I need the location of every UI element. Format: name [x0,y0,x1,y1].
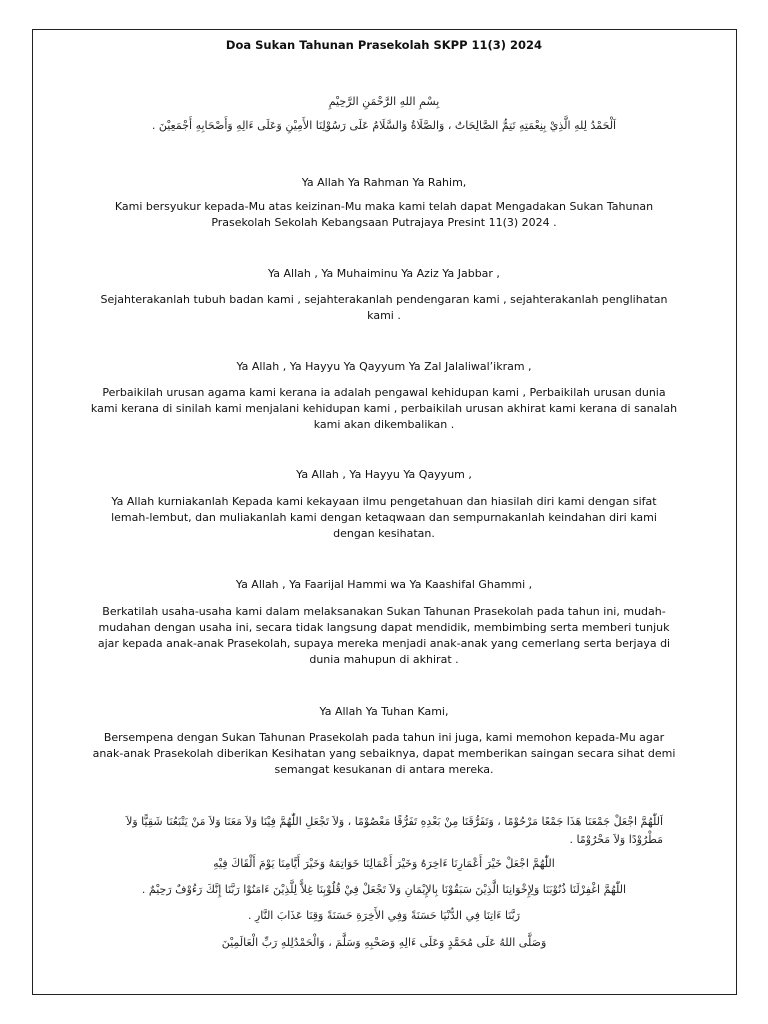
paragraph-line: Ya Allah kurniakanlah Kepada kami kekayaan ilmu pengetahuan dan hiasilah diri kami dengan sifat [111,495,657,508]
paragraph-line: anak-anak Prasekolah diberikan Kesihatan yang sebaiknya, dapat memberikan saingan secara sihat demi [92,747,676,760]
paragraph-line: Sejahterakanlah tubuh badan kami , sejahterakanlah pendengaran kami , sejahterakanlah penglihatan [100,293,668,306]
section-heading: Ya Allah , Ya Hayyu Ya Qayyum Ya Zal Jalaliwal’ikram , [236,360,532,373]
paragraph-line: kami akan dikembalikan . [313,418,455,431]
paragraph-line: lemah-lembut, dan muliakanlah kami dengan ketaqwaan dan sempurnakanlah keindahan diri kami [111,511,657,524]
section-paragraph [70,292,698,324]
paragraph-line: dengan kesihatan. [333,527,435,540]
paragraph-line: Berkatilah usaha-usaha kami dalam melaksanakan Sukan Tahunan Prasekolah pada tahun ini, mudah- [102,605,666,618]
section-heading: Ya Allah , Ya Faarijal Hammi wa Ya Kaashifal Ghammi , [235,578,533,591]
paragraph-line: dunia mahupun di akhirat . [309,653,459,666]
paragraph-line: Kami bersyukur kepada-Mu atas keizinan-Mu maka kami telah dapat Mengadakan Sukan Tahunan [114,200,654,213]
section-heading: Ya Allah , Ya Muhaiminu Ya Aziz Ya Jabbar , [268,267,500,280]
section-heading: Ya Allah , Ya Hayyu Ya Qayyum , [296,468,472,481]
closing-duaa-line: رَبَّنَا ءَاتِنَا فِي الدُّنْيَا حَسَنَةً وَفِي الأَخِرَةِ حَسَنَةً وَقِنَا عَذَابَ النَّارِ . [247,909,521,922]
section-paragraph [70,604,698,668]
section-heading: Ya Allah Ya Tuhan Kami, [319,705,449,718]
paragraph-line: ajar kepada anak-anak Prasekolah, supaya mereka menjadi anak-anak yang cemerlang serta berjaya di [97,637,671,650]
section-heading: Ya Allah Ya Rahman Ya Rahim, [301,176,467,189]
closing-duaa-line: مَطْرُوْدًا وَلاَ مَحْرُوْمًا . [569,833,663,846]
closing-duaa-line: اللّٰهُمَّ اجْعَلْ خَيْرَ أَعْمَارِنَا ءَاخِرَهُ وَخَيْرَ أَعْمَالِنَا خَوَاتِمَهُ وَخَيْرَ أَيَّامِنَا يَوْمَ أَلْقَاكَ فِيْهِ [213,857,555,870]
section-paragraph [70,494,698,542]
closing-duaa-line: اَللّٰهُمَّ اجْعَلْ جَمْعَنَا هَذَا جَمْعًا مَرْحُوْمًا ، وَتَفَرُّقَنَا مِنْ بَعْدِهِ تَفَرُّقًا مَعْصُوْمًا ، وَلاَ تَجْعَلِ اللّٰهُمَّ فِيْنَا وَلاَ مَعَنَا وَلاَ مَنْ يَتْبَعُنَا شَقِيًّا وَلاَ [126,815,663,828]
paragraph-line: Perbaikilah urusan agama kami kerana ia adalah pengawal kehidupan kami , Perbaikilah urusan dunia [102,386,666,399]
bismillah-text: بِسْمِ اللهِ الرَّحْمَنِ الرَّحِيْمِ [328,95,440,108]
closing-duaa-line: وَصَلَّى اللهُ عَلَى مُحَمَّدٍ وَعَلَى ءَالِهِ وَصَحْبِهِ وَسَلَّمَ ، وَالْحَمْدُلِلهِ رَبِّ الْعَالَمِيْنَ [221,936,547,949]
section-paragraph [70,730,698,778]
closing-duaa-line: اللّٰهُمَّ اغْفِرْلَنَا ذُنُوْبَنَا وَلِإِخْوَانِنَا الَّذِيْنَ سَبَقُوْنَا بِالإِيْمَانِ وَلاَ تَجْعَلْ فِيْ قُلُوْبِنَا غِلاًّ لِلَّذِيْنَ ءَامَنُوْا رَبَّنَا إِنَّكَ رَءُوْفٌ رَحِيْمٌ . [141,883,627,896]
paragraph-line: Bersempena dengan Sukan Tahunan Prasekolah pada tahun ini juga, kami memohon kepada-Mu agar [103,731,665,744]
section-paragraph [70,199,698,231]
hamdalah-text: اَلْحَمْدُ لِلهِ الَّذِيْ بِنِعْمَتِهِ تَتِمُّ الصَّالِحَاتُ ، وَالصَّلَاةُ وَالسَّلَامُ عَلَى رَسُوْلِنَا الأَمِيْنِ وَعَلَى ءَالِهِ وَأَصْحَابِهِ أَجْمَعِيْنَ . [151,119,617,132]
section-paragraph [70,385,698,433]
paragraph-line: kami kerana di sinilah kami menjalani kehidupan kami , perbaikilah urusan akhirat kami kerana di sanalah [90,402,678,415]
paragraph-line: mudahan dengan usaha ini, secara tidak langsung dapat mendidik, membimbing serta memberi tunjuk [98,621,670,634]
paragraph-line: semangat kesukanan di antara mereka. [274,763,494,776]
paragraph-line: Prasekolah Sekolah Kebangsaan Putrajaya Presint 11(3) 2024 . [211,216,557,229]
document-title: Doa Sukan Tahunan Prasekolah SKPP 11(3) 2024 [225,38,543,52]
paragraph-line: kami . [367,309,401,322]
